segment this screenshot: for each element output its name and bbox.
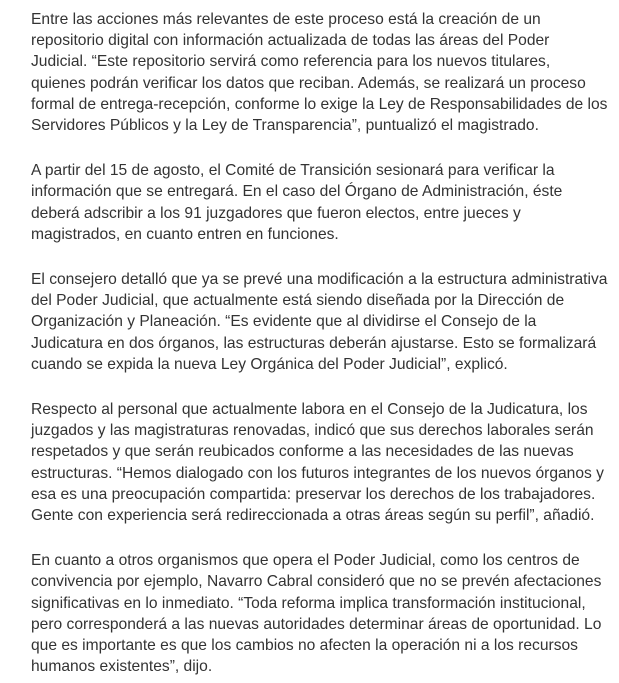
paragraph-estructura-administrativa: El consejero detalló que ya se prevé una modificación a la estructura administrativa del Poder Judicial, que actualmente está siendo diseñada por la Dirección de Organización y Planeación. “Es evidente que al dividirse el Consejo de la Judicatura en dos órganos, las estructuras deberán ajustarse. Esto se formalizará cuando se expida la nueva Ley Orgánica del Poder Judicial”, explicó. [31, 271, 608, 373]
paragraph-derechos-laborales: Respecto al personal que actualmente labora en el Consejo de la Judicatura, los juzgados y las magistraturas renovadas, indicó que sus derechos laborales serán respetados y que serán reubicados conforme a las necesidades de las nuevas estructuras. “Hemos dialogado con los futuros integrantes de los nuevos órganos y esa es una preocupación compartida: preservar los derechos de los trabajadores. Gente con experiencia será redireccionada a otras áreas según su perfil”, añadió. [31, 401, 604, 525]
paragraph-repositorio-digital: Entre las acciones más relevantes de este proceso está la creación de un repositorio digital con información actualizada de todas las áreas del Poder Judicial. “Este repositorio servirá como referencia para los nuevos titulares, quienes podrán verificar los datos que reciban. Además, se realizará un proceso formal de entrega-recepción, conforme lo exige la Ley de Responsabilidades de los Servidores Públicos y la Ley de Transparencia”, puntualizó el magistrado. [31, 11, 608, 135]
paragraph-otros-organismos: En cuanto a otros organismos que opera el Poder Judicial, como los centros de convivencia por ejemplo, Navarro Cabral consideró que no se prevén afectaciones significativas en lo inmediato. “Toda reforma implica transformación institucional, pero corresponderá a las nuevas autoridades determinar áreas de oportunidad. Lo que es importante es que los cambios no afecten la operación ni a los recursos humanos existentes”, dijo. [31, 552, 602, 676]
paragraph-comite-transicion: A partir del 15 de agosto, el Comité de Transición sesionará para verificar la información que se entregará. En el caso del Órgano de Administración, éste deberá adscribir a los 91 juzgadores que fueron electos, entre jueces y magistrados, en cuanto entren en funciones. [31, 162, 563, 243]
